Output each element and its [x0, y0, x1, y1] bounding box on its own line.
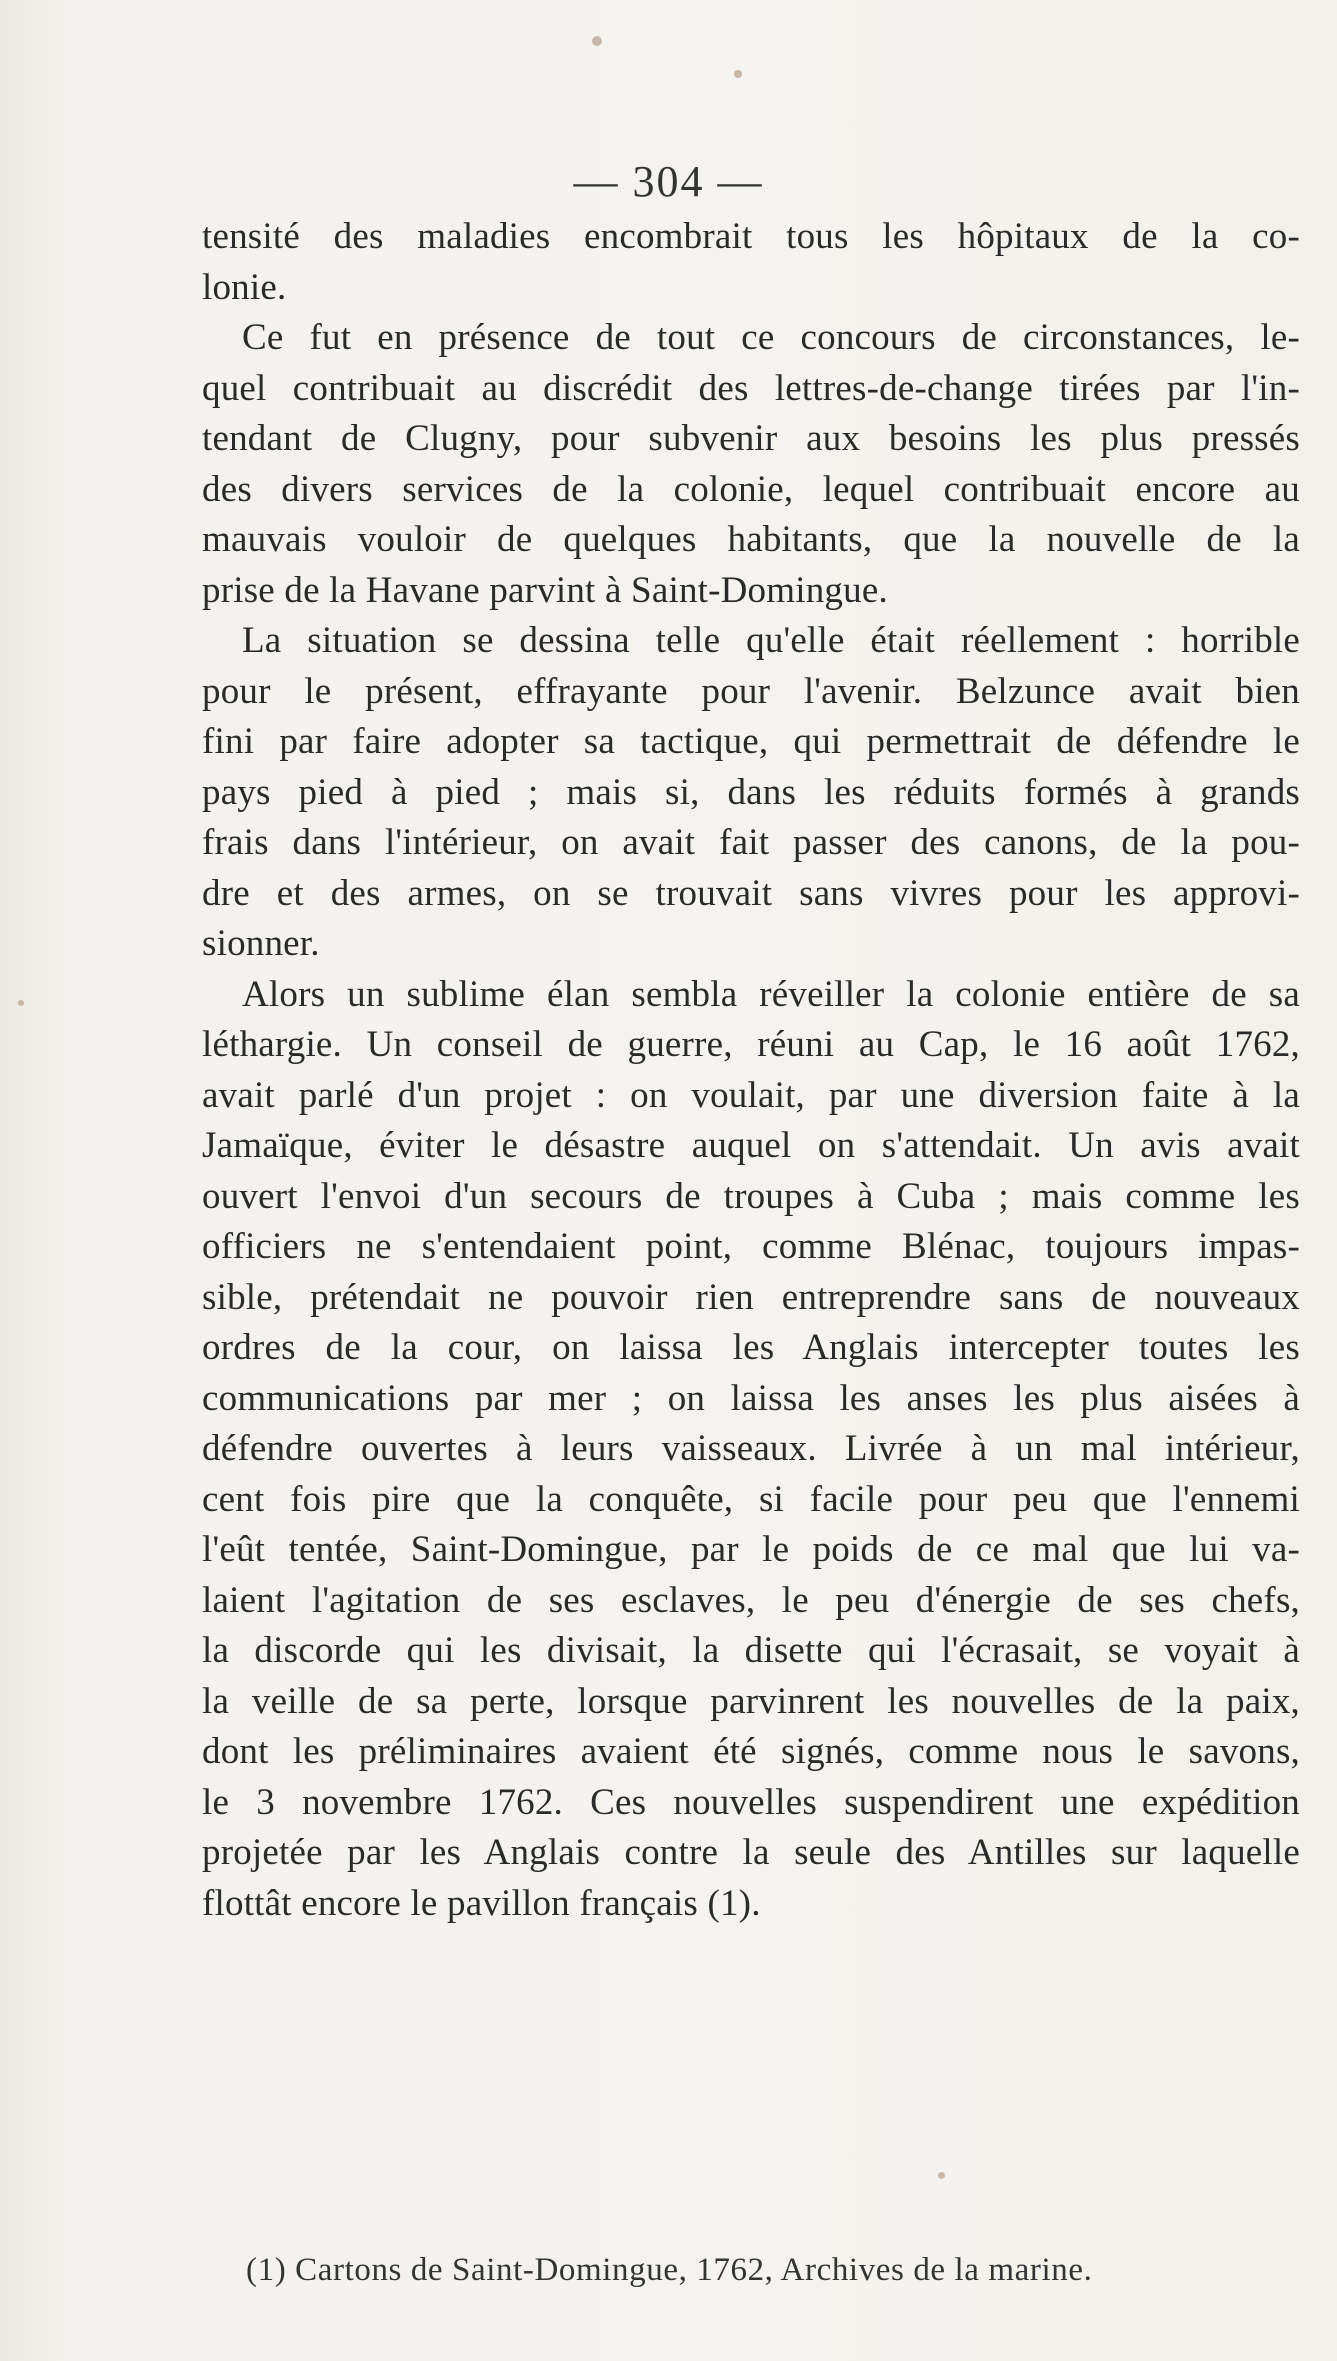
text-line: mauvais vouloir de quelques habitants, que la nouvelle de la — [202, 519, 1300, 560]
text-line: communications par mer ; on laissa les anses les plus aisées à — [202, 1377, 1300, 1419]
paper-speck — [18, 1000, 24, 1006]
text-line: fini par faire adopter sa tactique, qui permettrait de défendre le — [202, 721, 1300, 762]
text-line: ouvert l'envoi d'un secours de troupes à Cuba ; mais comme les — [202, 1175, 1300, 1217]
text-line: le 3 novembre 1762. Ces nouvelles suspendirent une expédition — [202, 1781, 1300, 1823]
text-line: défendre ouvertes à leurs vaisseaux. Livrée à un mal intérieur, — [202, 1428, 1300, 1469]
page-number: — 304 — — [573, 157, 764, 206]
text-line: dre et des armes, on se trouvait sans vivres pour les approvi- — [202, 872, 1300, 914]
text-line: prise de la Havane parvint à Saint-Domingue. — [202, 569, 888, 611]
text-line: officiers ne s'entendaient point, comme Blénac, toujours impas- — [202, 1226, 1300, 1267]
text-line: frais dans l'intérieur, on avait fait passer des canons, de la pou- — [202, 822, 1300, 863]
text-line: laient l'agitation de ses esclaves, le peu d'énergie de ses chefs, — [202, 1579, 1300, 1621]
text-line: la discorde qui les divisait, la disette qui l'écrasait, se voyait à — [202, 1630, 1300, 1671]
text-line: sible, prétendait ne pouvoir rien entreprendre sans de nouveaux — [202, 1276, 1300, 1318]
text-line: Alors un sublime élan sembla réveiller la colonie entière de sa — [242, 973, 1300, 1015]
text-line: pour le présent, effrayante pour l'avenir. Belzunce avait bien — [202, 670, 1300, 712]
text-line: cent fois pire que la conquête, si facile pour peu que l'ennemi — [202, 1478, 1300, 1520]
paper-speck — [592, 36, 602, 46]
text-line: avait parlé d'un projet : on voulait, par une diversion faite à la — [202, 1074, 1300, 1116]
text-line: dont les préliminaires avaient été signés, comme nous le savons, — [202, 1731, 1300, 1772]
text-line: sionner. — [202, 923, 320, 964]
text-line: l'eût tentée, Saint-Domingue, par le poids de ce mal que lui va- — [202, 1529, 1300, 1570]
text-line: flottât encore le pavillon français (1). — [202, 1882, 761, 1924]
text-line: des divers services de la colonie, lequel contribuait encore au — [202, 468, 1300, 510]
text-line: lonie. — [202, 266, 287, 308]
text-line: tendant de Clugny, pour subvenir aux besoins les plus pressés — [202, 418, 1300, 459]
text-line: La situation se dessina telle qu'elle était réellement : horrible — [242, 620, 1300, 661]
footnote: (1) Cartons de Saint-Domingue, 1762, Archives de la marine. — [246, 2252, 1093, 2288]
body-text — [202, 212, 1300, 1929]
text-line: léthargie. Un conseil de guerre, réuni au Cap, le 16 août 1762, — [202, 1024, 1300, 1065]
text-line: pays pied à pied ; mais si, dans les réduits formés à grands — [202, 771, 1300, 813]
text-line: tensité des maladies encombrait tous les hôpitaux de la co- — [202, 216, 1300, 257]
text-line: Ce fut en présence de tout ce concours de circonstances, le- — [242, 317, 1300, 358]
paper-speck — [938, 2172, 945, 2179]
text-line: la veille de sa perte, lorsque parvinrent les nouvelles de la paix, — [202, 1680, 1300, 1722]
text-line: projetée par les Anglais contre la seule des Antilles sur laquelle — [202, 1832, 1300, 1873]
text-line: ordres de la cour, on laissa les Anglais intercepter toutes les — [202, 1327, 1300, 1368]
text-line: Jamaïque, éviter le désastre auquel on s'attendait. Un avis avait — [202, 1125, 1300, 1166]
paper-speck — [734, 70, 742, 78]
text-line: quel contribuait au discrédit des lettres-de-change tirées par l'in- — [202, 367, 1300, 409]
